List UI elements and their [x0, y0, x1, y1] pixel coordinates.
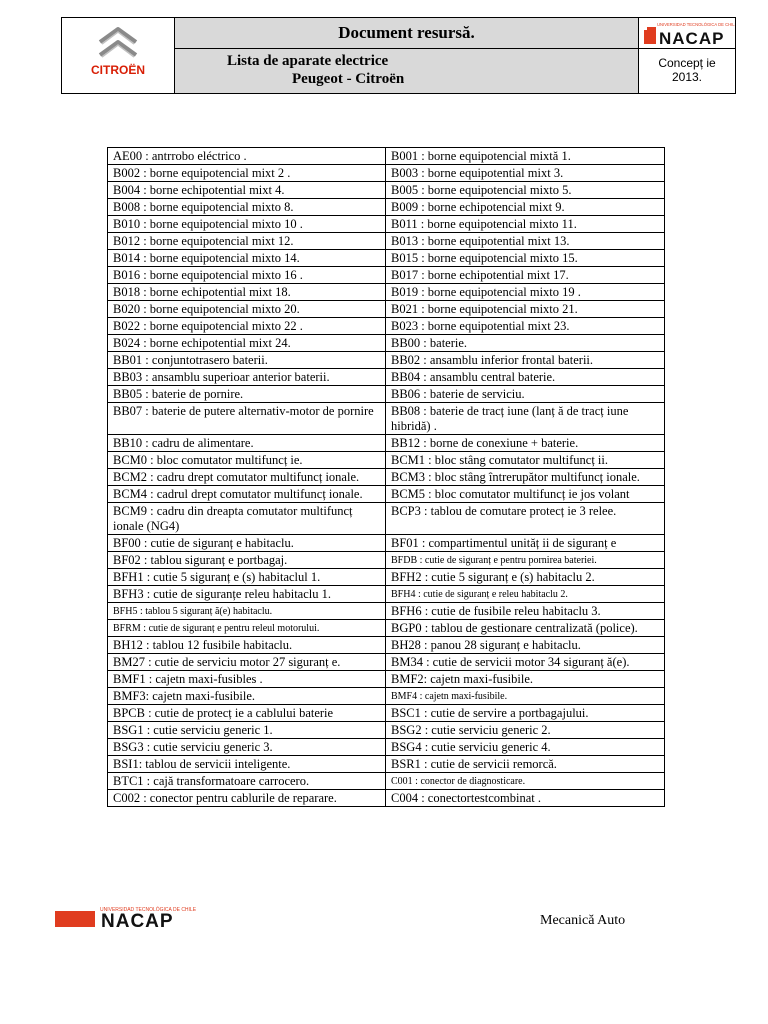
table-row: [108, 148, 665, 165]
device-cell-left: B010 : borne equipotencial mixto 10 .: [108, 216, 386, 233]
table-row: [108, 603, 665, 620]
device-cell-left: BSI1: tablou de servicii inteligente.: [108, 756, 386, 773]
device-table-body: [108, 148, 665, 807]
device-cell-left: BF00 : cutie de siguranț e habitaclu.: [108, 535, 386, 552]
table-row: [108, 403, 665, 435]
device-cell-right: B021 : borne equipotencial mixto 21.: [386, 301, 665, 318]
table-row: [108, 233, 665, 250]
table-row: [108, 705, 665, 722]
table-row: [108, 165, 665, 182]
table-row: [108, 688, 665, 705]
device-cell-right: BCP3 : tablou de comutare protecț ie 3 relee.: [386, 503, 665, 535]
device-cell-left: BH12 : tablou 12 fusibile habitaclu.: [108, 637, 386, 654]
concept-year: [639, 49, 735, 93]
device-cell-left: B004 : borne echipotential mixt 4.: [108, 182, 386, 199]
device-cell-right: BB04 : ansamblu central baterie.: [386, 369, 665, 386]
device-cell-right: B015 : borne equipotencial mixto 15.: [386, 250, 665, 267]
nacap-wordmark: NACAP: [659, 29, 725, 48]
device-cell-left: BB07 : baterie de putere alternativ-motor de pornire: [108, 403, 386, 435]
device-cell-right: BMF4 : cajetn maxi-fusibile.: [386, 688, 665, 705]
subtitle-line-2: Peugeot - Citroën: [292, 71, 405, 87]
table-row: [108, 301, 665, 318]
device-cell-left: B018 : borne echipotential mixt 18.: [108, 284, 386, 301]
device-cell-right: B023 : borne equipotential mixt 23.: [386, 318, 665, 335]
device-cell-right: BFH6 : cutie de fusibile releu habitaclu 3.: [386, 603, 665, 620]
table-row: [108, 267, 665, 284]
device-cell-left: BFH1 : cutie 5 siguranț e (s) habitaclul 1.: [108, 569, 386, 586]
footer-red-block-icon: [55, 911, 95, 927]
table-row: [108, 369, 665, 386]
device-cell-right: BCM5 : bloc comutator multifuncț ie jos volant: [386, 486, 665, 503]
device-cell-left: BTC1 : cajă transformatoare carrocero.: [108, 773, 386, 790]
device-cell-left: BFH5 : tablou 5 siguranț ă(e) habitaclu.: [108, 603, 386, 620]
table-row: [108, 739, 665, 756]
device-cell-left: BSG3 : cutie serviciu generic 3.: [108, 739, 386, 756]
device-cell-right: BFH2 : cutie 5 siguranț e (s) habitaclu 2.: [386, 569, 665, 586]
device-cell-left: AE00 : antrrobo eléctrico .: [108, 148, 386, 165]
device-cell-left: B024 : borne echipotential mixt 24.: [108, 335, 386, 352]
concept-label: Concepț ie: [658, 56, 716, 70]
device-cell-right: B003 : borne equipotential mixt 3.: [386, 165, 665, 182]
table-row: [108, 535, 665, 552]
table-row: [108, 790, 665, 807]
device-cell-right: BCM3 : bloc stâng întrerupător multifuncț ionale.: [386, 469, 665, 486]
device-cell-left: B008 : borne equipotencial mixto 8.: [108, 199, 386, 216]
table-row: [108, 756, 665, 773]
device-cell-left: BCM2 : cadru drept comutator multifuncț ionale.: [108, 469, 386, 486]
device-cell-right: BMF2: cajetn maxi-fusibile.: [386, 671, 665, 688]
table-row: [108, 569, 665, 586]
document-title: Document resursă.: [175, 18, 639, 49]
device-cell-right: BFDB : cutie de siguranț e pentru pornirea bateriei.: [386, 552, 665, 569]
device-cell-right: BFH4 : cutie de siguranț e releu habitaclu 2.: [386, 586, 665, 603]
device-cell-left: BM27 : cutie de serviciu motor 27 siguranț e.: [108, 654, 386, 671]
table-row: [108, 637, 665, 654]
device-cell-left: BFRM : cutie de siguranț e pentru releul motorului.: [108, 620, 386, 637]
nacap-logo-cell: [639, 18, 735, 49]
table-row: [108, 452, 665, 469]
citroen-wordmark: CITROËN: [91, 63, 145, 77]
device-cell-left: BFH3 : cutie de siguranțe releu habitaclu 1.: [108, 586, 386, 603]
table-row: [108, 386, 665, 403]
subtitle-line-1: Lista de aparate electrice: [227, 53, 389, 69]
table-row: [108, 671, 665, 688]
concept-year-value: 2013.: [671, 70, 703, 84]
nacap-tagline: UNIVERSIDAD TECNOLÓGICA DE CHILE: [657, 22, 735, 27]
citroen-logo: [62, 18, 175, 93]
device-cell-right: BB00 : baterie.: [386, 335, 665, 352]
table-row: [108, 486, 665, 503]
device-cell-left: B016 : borne equipotencial mixto 16 .: [108, 267, 386, 284]
device-cell-right: B013 : borne equipotential mixt 13.: [386, 233, 665, 250]
table-row: [108, 216, 665, 233]
footer-nacap-svg: [55, 905, 245, 929]
footer-department: Mecanică Auto: [540, 913, 626, 928]
table-row: [108, 335, 665, 352]
device-cell-right: BB12 : borne de conexiune + baterie.: [386, 435, 665, 452]
device-cell-left: BB05 : baterie de pornire.: [108, 386, 386, 403]
device-cell-left: BB10 : cadru de alimentare.: [108, 435, 386, 452]
device-cell-left: BCM4 : cadrul drept comutator multifuncț ionale.: [108, 486, 386, 503]
device-cell-left: B002 : borne equipotencial mixt 2 .: [108, 165, 386, 182]
table-row: [108, 654, 665, 671]
device-cell-right: BCM1 : bloc stâng comutator multifuncț ii.: [386, 452, 665, 469]
device-cell-right: BB06 : baterie de serviciu.: [386, 386, 665, 403]
table-row: [108, 586, 665, 603]
device-cell-left: B012 : borne equipotencial mixt 12.: [108, 233, 386, 250]
device-cell-right: BSC1 : cutie de servire a portbagajului.: [386, 705, 665, 722]
table-row: [108, 552, 665, 569]
table-row: [108, 182, 665, 199]
table-row: [108, 250, 665, 267]
document-header: [61, 17, 736, 94]
device-cell-right: BH28 : panou 28 siguranț e habitaclu.: [386, 637, 665, 654]
table-row: [108, 199, 665, 216]
table-row: [108, 318, 665, 335]
table-row: [108, 469, 665, 486]
chevron-lower-icon: [100, 42, 136, 55]
nacap-red-block-icon: [644, 30, 656, 44]
citroen-logo-cell: [62, 18, 175, 93]
device-cell-right: B011 : borne equipotencial mixto 11.: [386, 216, 665, 233]
device-cell-left: C002 : conector pentru cablurile de reparare.: [108, 790, 386, 807]
table-row: [108, 503, 665, 535]
device-cell-left: BF02 : tablou siguranț e portbagaj.: [108, 552, 386, 569]
device-cell-left: BCM9 : cadru din dreapta comutator multifuncț ionale (NG4): [108, 503, 386, 535]
device-cell-right: B005 : borne equipotencial mixto 5.: [386, 182, 665, 199]
device-cell-right: BSR1 : cutie de servicii remorcă.: [386, 756, 665, 773]
footer-nacap-logo: [55, 905, 245, 934]
device-cell-left: BCM0 : bloc comutator multifuncț ie.: [108, 452, 386, 469]
device-cell-left: BMF1 : cajetn maxi-fusibles .: [108, 671, 386, 688]
device-cell-left: BMF3: cajetn maxi-fusibile.: [108, 688, 386, 705]
device-cell-right: BSG4 : cutie serviciu generic 4.: [386, 739, 665, 756]
device-cell-right: B017 : borne echipotential mixt 17.: [386, 267, 665, 284]
device-cell-left: B014 : borne equipotencial mixto 14.: [108, 250, 386, 267]
device-cell-right: BB08 : baterie de tracț iune (lanț ă de tracț iune hibridă) .: [386, 403, 665, 435]
footer-nacap-wordmark: NACAP: [101, 911, 174, 929]
device-table: [107, 147, 665, 807]
footer-nacap-tagline: UNIVERSIDAD TECNOLÓGICA DE CHILE: [100, 907, 197, 913]
device-cell-left: B020 : borne equipotencial mixto 20.: [108, 301, 386, 318]
device-cell-right: BSG2 : cutie serviciu generic 2.: [386, 722, 665, 739]
table-row: [108, 435, 665, 452]
table-row: [108, 352, 665, 369]
nacap-logo: [639, 18, 735, 48]
device-cell-left: BSG1 : cutie serviciu generic 1.: [108, 722, 386, 739]
table-row: [108, 773, 665, 790]
device-cell-left: BB01 : conjuntotrasero baterii.: [108, 352, 386, 369]
device-cell-right: B009 : borne echipotencial mixt 9.: [386, 199, 665, 216]
device-cell-left: BB03 : ansamblu superioar anterior baterii.: [108, 369, 386, 386]
table-row: [108, 722, 665, 739]
device-cell-right: B001 : borne equipotencial mixtă 1.: [386, 148, 665, 165]
device-cell-right: BF01 : compartimentul unităț ii de siguranț e: [386, 535, 665, 552]
device-cell-right: C004 : conectortestcombinat .: [386, 790, 665, 807]
table-row: [108, 620, 665, 637]
device-cell-right: BGP0 : tablou de gestionare centralizată (police).: [386, 620, 665, 637]
device-cell-left: B022 : borne equipotencial mixto 22 .: [108, 318, 386, 335]
device-cell-left: BPCB : cutie de protecț ie a cablului baterie: [108, 705, 386, 722]
table-row: [108, 284, 665, 301]
device-cell-right: BM34 : cutie de servicii motor 34 siguranț ă(e).: [386, 654, 665, 671]
device-cell-right: B019 : borne equipotencial mixto 19 .: [386, 284, 665, 301]
device-cell-right: C001 : conector de diagnosticare.: [386, 773, 665, 790]
document-subtitle: [175, 49, 639, 93]
device-cell-right: BB02 : ansamblu inferior frontal baterii.: [386, 352, 665, 369]
